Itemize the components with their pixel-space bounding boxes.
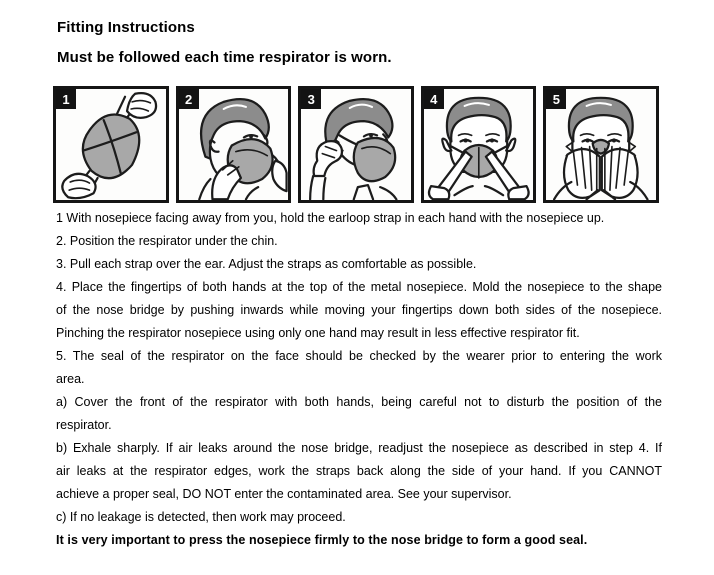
line-check-c: c) If no leakage is detected, then work may proceed.	[56, 510, 346, 524]
line-step4-1: 4. Place the fingertips of both hands at the top of the metal nosepiece. Mold the nosepiece to the shape	[56, 280, 662, 294]
step-2-panel	[176, 86, 292, 203]
step-5-number-badge: 5	[546, 89, 566, 109]
step-3-number-badge: 3	[301, 89, 321, 109]
line-check-b-3: achieve a proper seal, DO NOT enter the contaminated area. See your supervisor.	[56, 487, 512, 501]
step-2-number-badge: 2	[179, 89, 199, 109]
step-4-panel	[421, 86, 537, 203]
line-step1: 1 With nosepiece facing away from you, hold the earloop strap in each hand with the nosepiece up.	[56, 211, 605, 225]
line-step5-2: area.	[56, 372, 85, 386]
line-step4-2: of the nose bridge by pushing inwards while moving your fingertips down both sides of the nosepiece.	[56, 303, 662, 317]
line-step4-3: Pinching the respirator nosepiece using only one hand may result in less effective respirator fit.	[56, 326, 580, 340]
line-check-b-1: b) Exhale sharply. If air leaks around the nose bridge, readjust the nosepiece as described in step 4. If	[56, 441, 662, 455]
line-step2: 2. Position the respirator under the chin.	[56, 234, 278, 248]
line-check-b-2: air leaks at the respirator edges, work the straps back along the side of your hand. If you CANNOT	[56, 464, 662, 478]
document-subtitle: Must be followed each time respirator is worn.	[57, 49, 392, 66]
line-step3: 3. Pull each strap over the ear. Adjust the straps as comfortable as possible.	[56, 257, 477, 271]
step-3-panel	[298, 86, 414, 203]
line-emphasis: It is very important to press the nosepiece firmly to the nose bridge to form a good seal.	[56, 533, 588, 547]
document-title: Fitting Instructions	[57, 19, 195, 36]
step-5-panel	[543, 86, 659, 203]
step-1-panel	[53, 86, 169, 203]
instruction-text	[56, 207, 662, 552]
line-check-a-1: a) Cover the front of the respirator with both hands, being careful not to disturb the position of the	[56, 395, 662, 409]
step-4-number-badge: 4	[424, 89, 444, 109]
step-1-number-badge: 1	[56, 89, 76, 109]
line-step5-1: 5. The seal of the respirator on the face should be checked by the wearer prior to entering the work	[56, 349, 662, 363]
line-check-a-2: respirator.	[56, 418, 112, 432]
instruction-panels-row	[53, 86, 659, 203]
